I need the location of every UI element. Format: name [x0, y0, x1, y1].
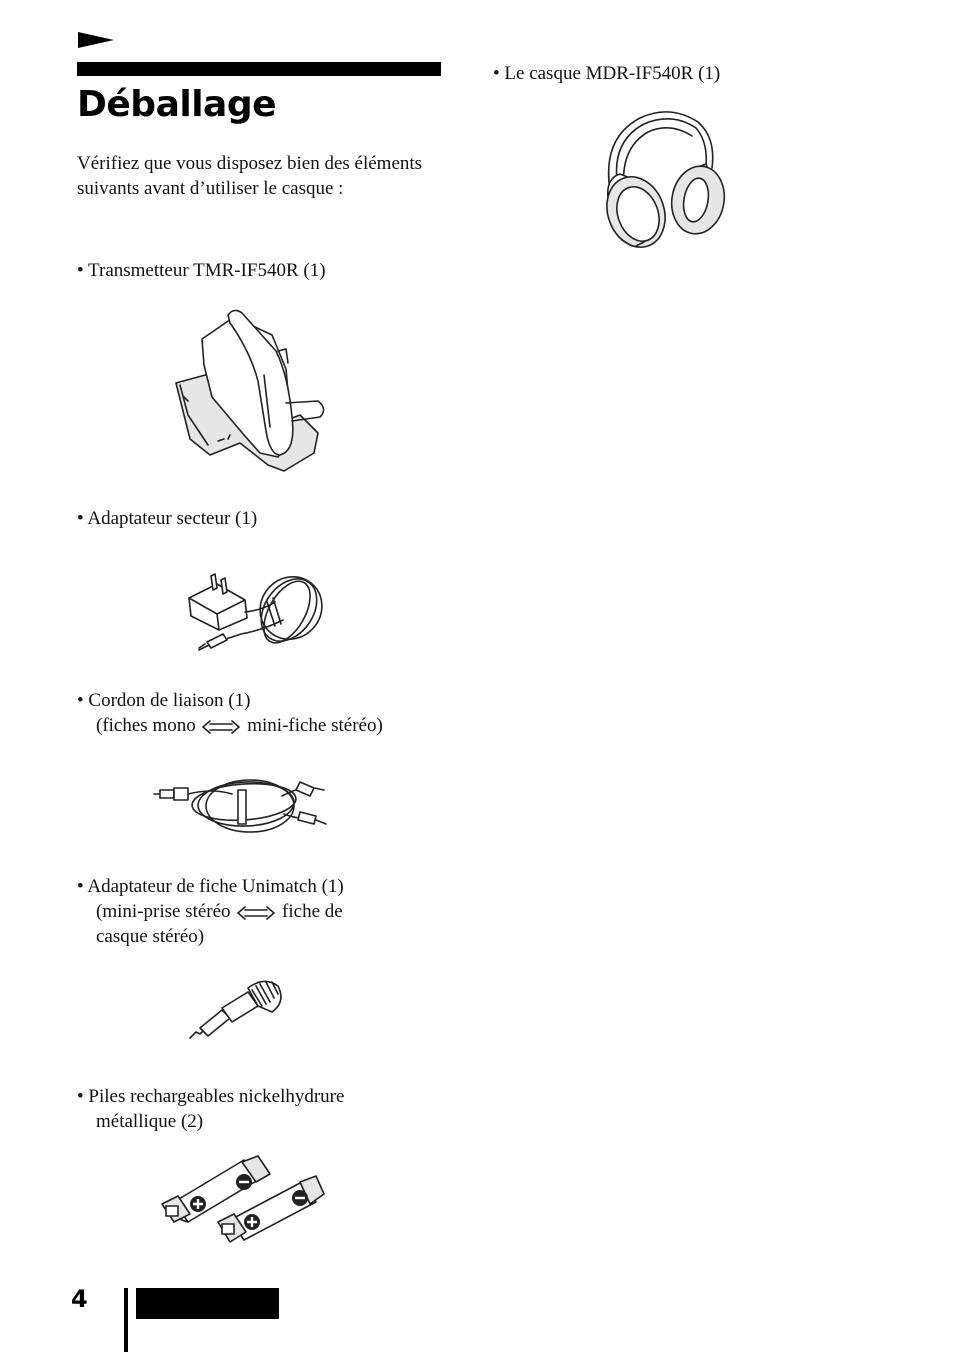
- list-item: [493, 61, 720, 86]
- double-arrow-icon: [202, 719, 240, 735]
- item-sublabel: mini-fiche stéréo): [247, 715, 383, 736]
- item-sublabel: métallique (2): [96, 1111, 204, 1132]
- title-rule: [77, 62, 441, 76]
- unimatch-adaptor-illustration: [186, 978, 290, 1046]
- list-item: [77, 874, 344, 949]
- battery-minus-icon: [236, 1174, 252, 1190]
- item-label: • Le casque MDR-IF540R (1): [493, 63, 721, 84]
- footer-tab: [136, 1288, 279, 1319]
- headphones-illustration: [600, 108, 730, 252]
- item-label: • Adaptateur secteur (1): [77, 508, 258, 529]
- battery-plus-icon: [244, 1214, 260, 1230]
- intro-text: Vérifiez que vous disposez bien des éléments suivants avant d’utiliser le casque :: [77, 153, 423, 199]
- footer-rule: [124, 1288, 128, 1352]
- item-label: • Adaptateur de fiche Unimatch (1): [77, 876, 344, 897]
- item-sublabel: (fiches mono: [96, 715, 196, 736]
- item-sublabel: fiche de: [282, 901, 343, 922]
- section-arrow-icon: [78, 32, 116, 50]
- item-sublabel: casque stéréo): [96, 926, 205, 947]
- battery-plus-icon: [190, 1196, 206, 1212]
- item-sublabel: (mini-prise stéréo: [96, 901, 231, 922]
- item-label: • Transmetteur TMR-IF540R (1): [77, 260, 326, 281]
- list-item: [77, 258, 326, 283]
- page-title: Déballage: [77, 84, 277, 125]
- list-item: [77, 1084, 344, 1134]
- item-label: • Cordon de liaison (1): [77, 690, 251, 711]
- ac-adaptor-illustration: [183, 568, 325, 654]
- double-arrow-icon: [237, 905, 275, 921]
- battery-minus-icon: [292, 1190, 308, 1206]
- list-item: [77, 688, 383, 738]
- connecting-cord-illustration: [152, 768, 332, 840]
- list-item: [77, 506, 257, 531]
- batteries-illustration: [158, 1152, 326, 1256]
- transmitter-illustration: [168, 305, 340, 475]
- page-number: 4: [71, 1285, 88, 1313]
- item-label: • Piles rechargeables nickelhydrure: [77, 1086, 345, 1107]
